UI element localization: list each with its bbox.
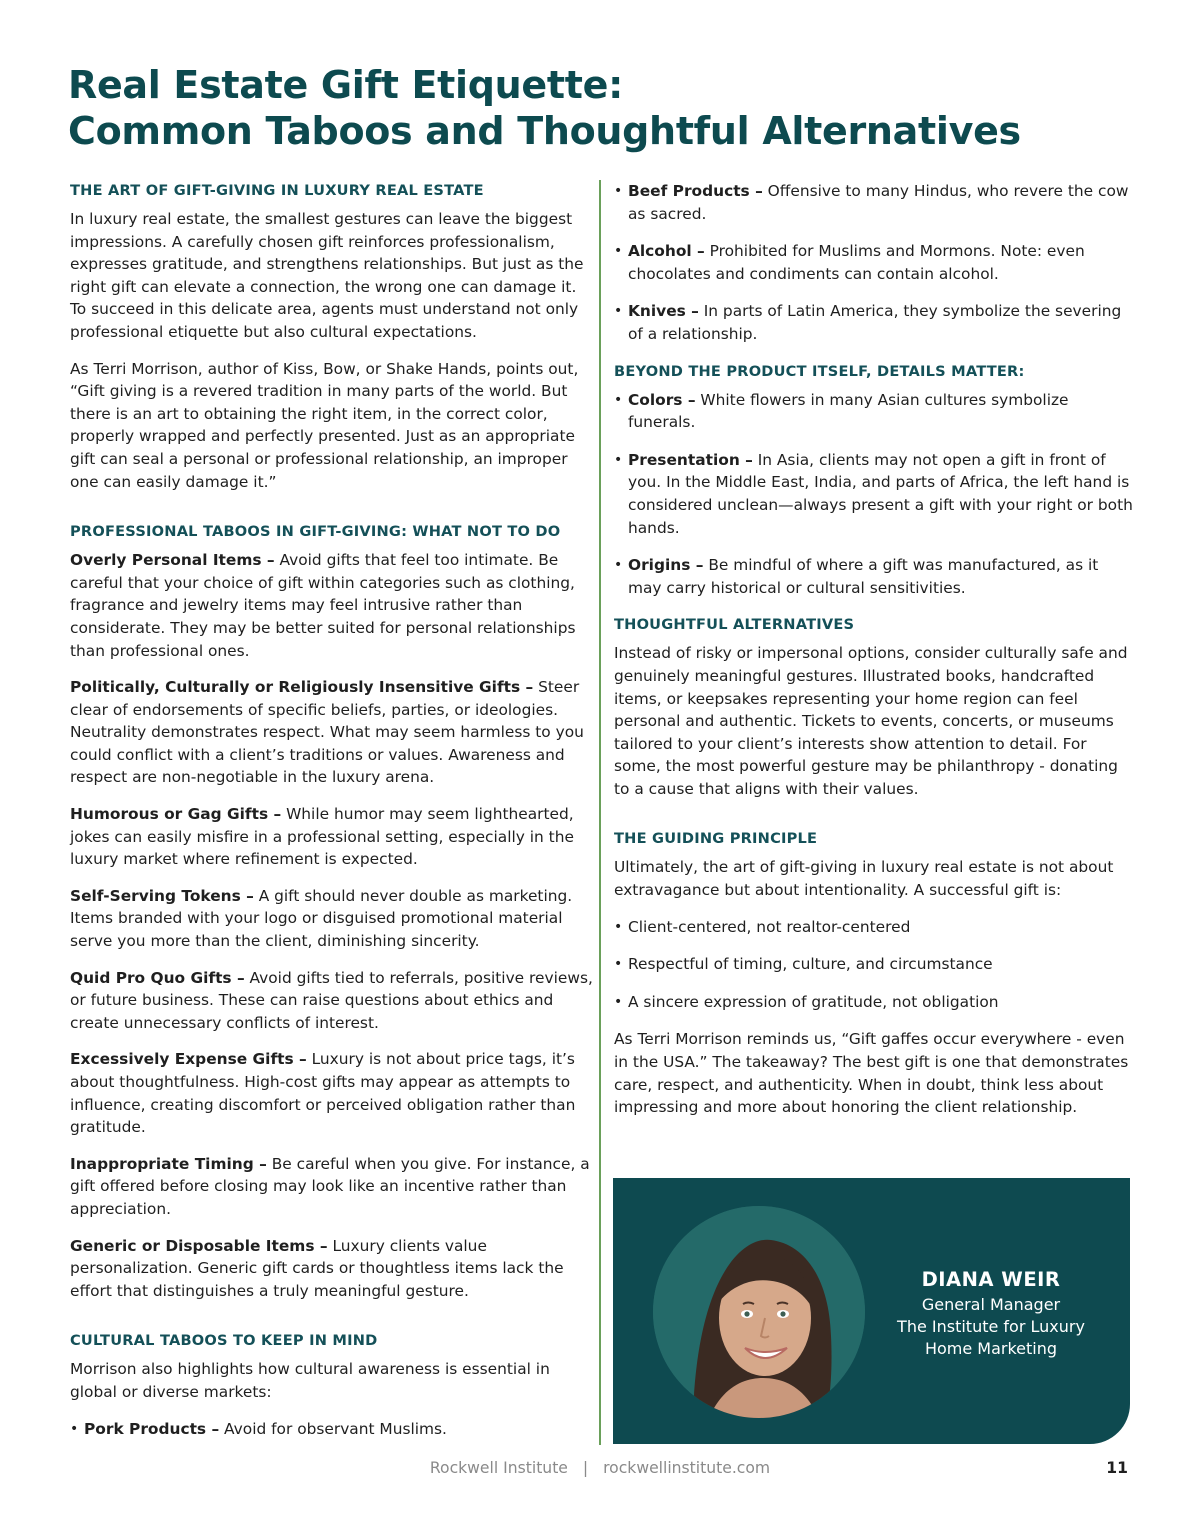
taboo-term: Self-Serving Tokens – — [70, 886, 254, 905]
details-list — [614, 389, 1134, 600]
section-heading-alternatives: THOUGHTFUL ALTERNATIVES — [614, 616, 855, 634]
taboo-term: Generic or Disposable Items – — [70, 1236, 328, 1255]
list-term: Alcohol – — [628, 242, 705, 261]
list-term: Knives – — [628, 302, 699, 321]
taboo-term: Quid Pro Quo Gifts – — [70, 968, 245, 987]
list-text: Avoid for observant Muslims. — [219, 1419, 447, 1438]
cultural-list-right — [614, 180, 1134, 346]
guiding-closing: As Terri Morrison reminds us, “Gift gaffes occur everywhere - even in the USA.” The takeaway? The best gift is one that demonstrates care, respect, and authenticity. When in doubt, think less about impressing and more about honoring the client relationship. — [614, 1030, 1129, 1117]
taboo-text: Avoid gifts tied to referrals, positive reviews, or future business. These can raise questions about ethics and create unnecessary conflicts of interest. — [70, 968, 593, 1032]
list-item — [614, 300, 1134, 345]
cultural-list-left — [70, 1418, 595, 1441]
guiding-intro: Ultimately, the art of gift-giving in luxury real estate is not about extravagance but about intentionality. A successful gift is: — [614, 858, 1114, 900]
list-item: • Respectful of timing, culture, and circumstance — [614, 953, 1134, 976]
list-item: • A sincere expression of gratitude, not obligation — [614, 991, 1134, 1014]
list-term: Colors – — [628, 390, 696, 409]
taboo-item — [70, 885, 595, 953]
taboo-item — [70, 1153, 595, 1221]
left-column — [70, 180, 595, 1455]
section-heading-art: THE ART OF GIFT-GIVING IN LUXURY REAL ESTATE — [70, 182, 484, 199]
list-text: Offensive to many Hindus, who revere the cow as sacred. — [628, 182, 1129, 223]
taboo-term: Excessively Expense Gifts – — [70, 1050, 307, 1069]
art-paragraph-2: As Terri Morrison, author of Kiss, Bow, or Shake Hands, points out, “Gift giving is a revered tradition in many parts of the world. But there is an art to obtaining the right item, in the correct color, properly wrapped and perfectly presented. Just as an appropriate gift can seal a personal or professional relationship, an improper one can easily damage it.” — [70, 359, 579, 491]
section-heading-details: BEYOND THE PRODUCT ITSELF, DETAILS MATTER: — [614, 362, 1025, 380]
taboo-item — [70, 803, 595, 871]
taboo-item — [70, 549, 595, 662]
list-text: Be mindful of where a gift was manufactured, as it may carry historical or cultural sensitivities. — [628, 556, 1099, 597]
alternatives-paragraph: Instead of risky or impersonal options, consider culturally safe and genuinely meaningful gestures. Illustrated books, handcrafted items, or keepsakes representing your home region can feel personal and authentic. Tickets to events, concerts, or museums tailored to your client’s interests show attention to detail. For some, the most powerful gesture may be philanthropy - donating to a cause that aligns with their values. — [614, 644, 1128, 798]
title-line-1: Real Estate Gift Etiquette: — [68, 63, 623, 107]
profile-role: General Manager — [921, 1295, 1061, 1314]
guiding-list — [614, 916, 1134, 1014]
taboo-term: Inappropriate Timing – — [70, 1154, 267, 1173]
taboo-item — [70, 967, 595, 1035]
column-divider — [599, 180, 601, 1445]
list-item — [70, 1418, 595, 1441]
taboo-text: While humor may seem lighthearted, jokes can easily misfire in a professional setting, especially in the luxury market where refinement is expected. — [70, 805, 574, 869]
spacer — [614, 814, 1134, 828]
profile-card — [613, 1178, 1130, 1444]
footer-url[interactable]: rockwellinstitute.com — [603, 1459, 771, 1477]
taboo-item — [70, 1235, 595, 1303]
footer-separator: | — [582, 1459, 589, 1477]
list-item — [614, 240, 1134, 285]
profile-name: DIANA WEIR — [921, 1268, 1061, 1291]
list-text: In parts of Latin America, they symbolize the severing of a relationship. — [628, 302, 1122, 343]
taboo-text: Luxury clients value personalization. Generic gift cards or thoughtless items lack the effort that distinguishes a truly meaningful gesture. — [70, 1236, 564, 1300]
page-number: 11 — [1106, 1459, 1128, 1477]
list-term: Origins – — [628, 556, 704, 575]
section-heading-cultural: CULTURAL TABOOS TO KEEP IN MIND — [70, 1332, 378, 1350]
portrait-photo — [653, 1206, 865, 1418]
art-paragraph-1: In luxury real estate, the smallest gestures can leave the biggest impressions. A carefully chosen gift reinforces professionalism, expresses gratitude, and strengthens relationships. But just as the right gift can elevate a connection, the wrong one can damage it. To succeed in this delicate area, agents must understand not only professional etiquette but also cultural expectations. — [70, 210, 584, 341]
list-item — [614, 449, 1134, 539]
section-heading-guiding: THE GUIDING PRINCIPLE — [614, 830, 818, 848]
cultural-intro: Morrison also highlights how cultural awareness is essential in global or diverse markets: — [70, 1360, 550, 1401]
footer-center — [0, 1459, 1200, 1477]
list-text: In Asia, clients may not open a gift in front of you. In the Middle East, India, and parts of Africa, the left hand is considered unclean—always present a gift with your right or both hands. — [628, 450, 1133, 537]
list-term: Beef Products – — [628, 182, 763, 200]
list-item — [614, 180, 1134, 225]
list-term: Pork Products – — [84, 1419, 220, 1438]
taboo-item — [70, 1048, 595, 1138]
page-footer — [0, 1459, 1200, 1483]
spacer — [70, 1316, 595, 1330]
taboo-item — [70, 676, 595, 789]
taboo-term: Politically, Culturally or Religiously Insensitive Gifts – — [70, 678, 534, 697]
right-column — [614, 180, 1134, 1133]
spacer — [70, 507, 595, 521]
taboo-term: Overly Personal Items – — [70, 551, 275, 570]
list-item: • Client-centered, not realtor-centered — [614, 916, 1134, 939]
taboo-text: Avoid gifts that feel too intimate. Be careful that your choice of gift within categories such as clothing, fragrance and jewelry items may feel intrusive rather than considerate. They may be better suited for personal relationships than professional ones. — [70, 551, 576, 660]
taboo-text: Luxury is not about price tags, it’s about thoughtfulness. High-cost gifts may appear as attempts to influence, creating discomfort or perceived obligation rather than gratitude. — [70, 1050, 576, 1137]
list-term: Presentation – — [628, 450, 753, 469]
section-heading-taboos: PROFESSIONAL TABOOS IN GIFT-GIVING: WHAT NOT TO DO — [70, 523, 561, 541]
taboo-term: Humorous or Gag Gifts – — [70, 805, 282, 824]
footer-brand: Rockwell Institute — [429, 1459, 568, 1477]
taboo-text: Be careful when you give. For instance, a gift offered before closing may look like an incentive rather than appreciation. — [70, 1154, 590, 1218]
title-line-2: Common Taboos and Thoughtful Alternatives — [68, 109, 1021, 153]
list-text: White flowers in many Asian cultures symbolize funerals. — [628, 390, 1069, 432]
taboo-text: A gift should never double as marketing. Items branded with your logo or disguised promotional material serve you more than the client, diminishing sincerity. — [70, 886, 573, 951]
page-title — [68, 62, 1148, 154]
taboo-text: Steer clear of endorsements of specific beliefs, parties, or ideologies. Neutrality demonstrates respect. What may seem harmless to you could conflict with a client’s traditions or values. Awareness and respect are non-negotiable in the luxury arena. — [70, 678, 584, 787]
list-text: Prohibited for Muslims and Mormons. Note: even chocolates and condiments can contain alcohol. — [628, 242, 1085, 283]
profile-info — [889, 1266, 1093, 1360]
profile-org: The Institute for Luxury Home Marketing — [897, 1317, 1085, 1358]
list-item — [614, 554, 1134, 599]
list-item — [614, 389, 1134, 434]
portrait-illustration-icon — [653, 1206, 865, 1418]
